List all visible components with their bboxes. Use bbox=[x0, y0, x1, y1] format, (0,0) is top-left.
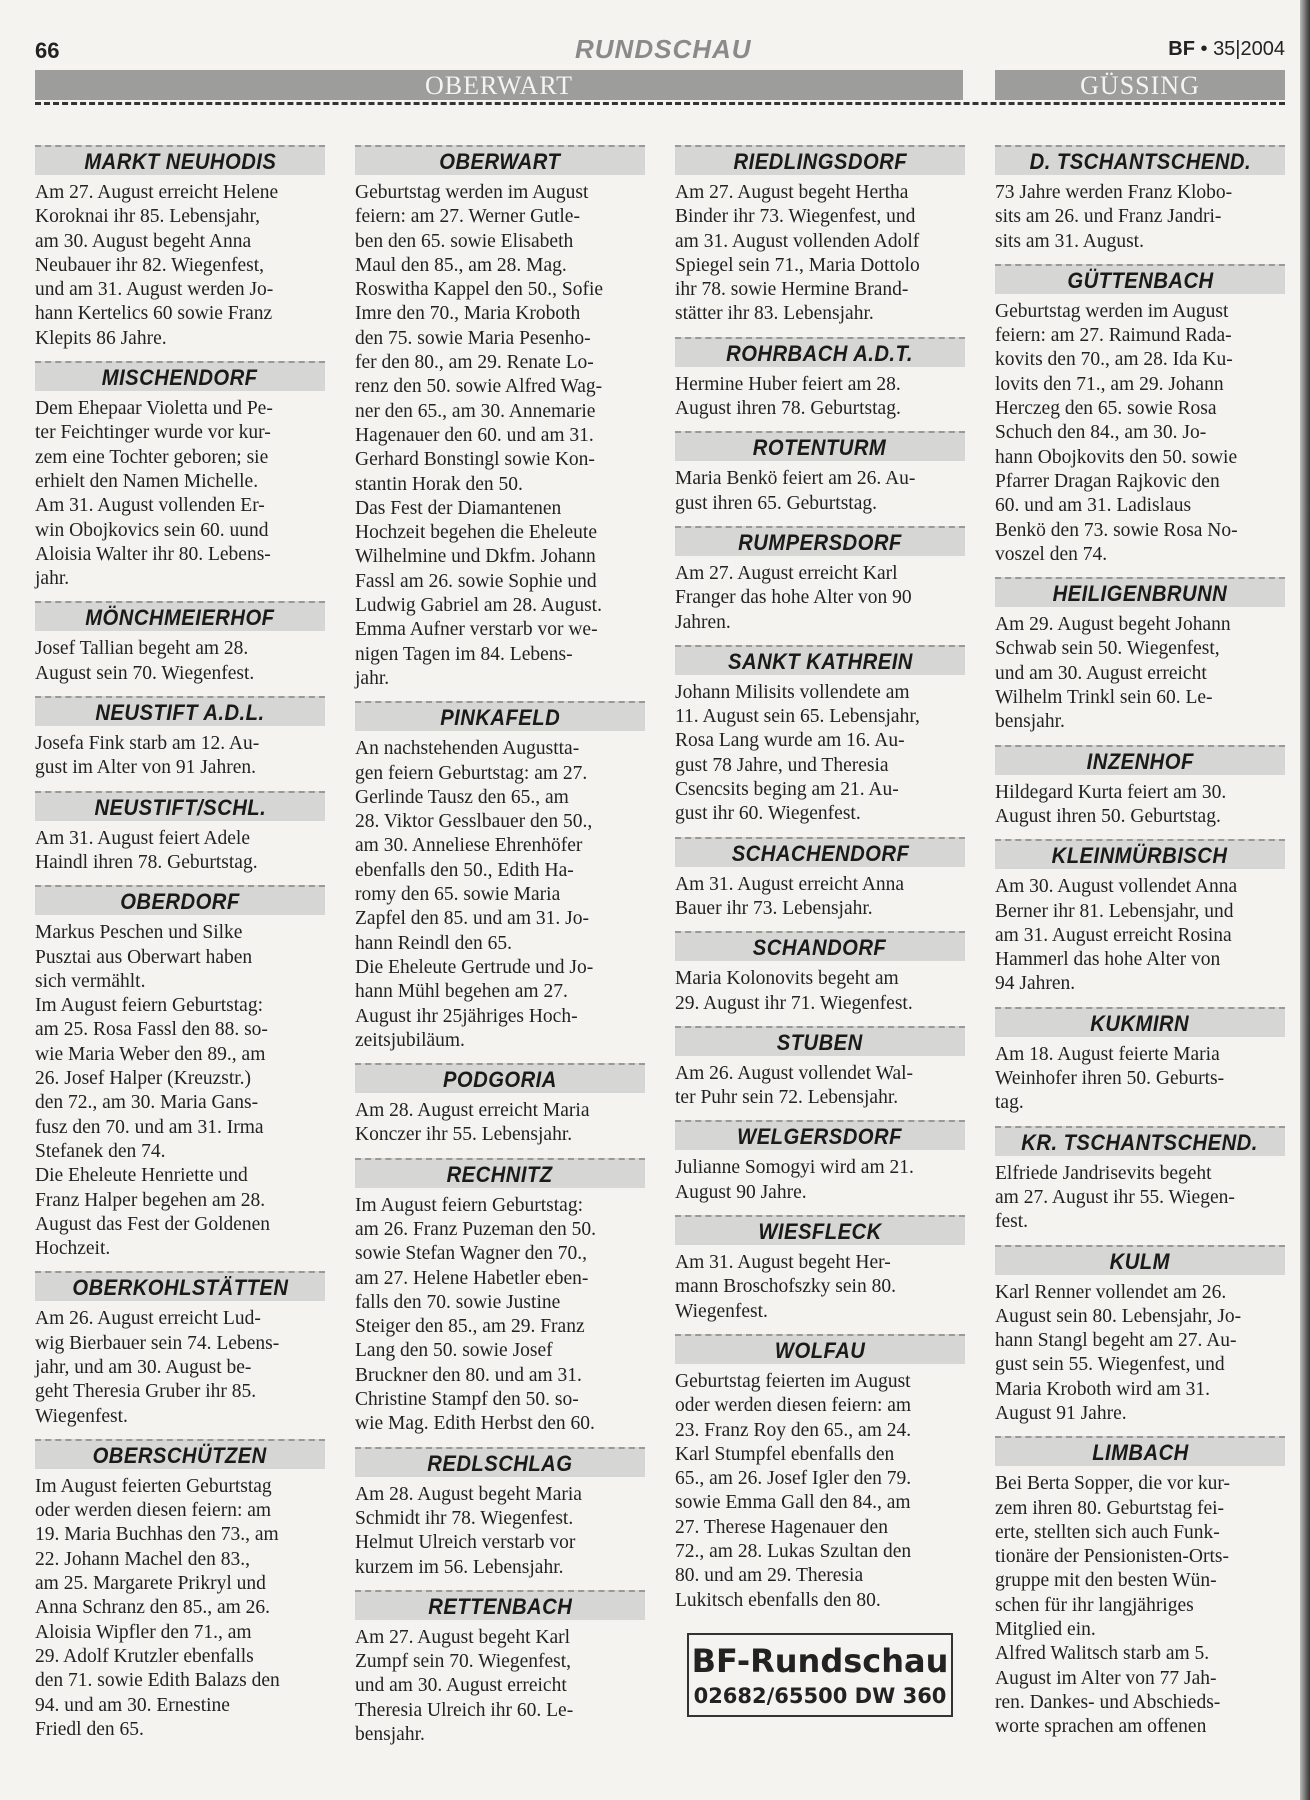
section-text: Josef Tallian begeht am 28. August sein 70. Wiegenfest. bbox=[35, 638, 255, 684]
section-heading-text: OBERWART bbox=[439, 149, 561, 174]
news-section bbox=[35, 601, 325, 686]
section-heading-text: LIMBACH bbox=[1091, 1440, 1189, 1466]
section-heading bbox=[35, 791, 325, 821]
section-text: Im August feierten Geburtstag oder werden diesen feiern: am 19. Maria Buchhas den 73., am 22. Johann Machel den 83., am 25. Margarete Prikryl und Anna Schranz den 85., am 26. Aloisia Wipfler den 71., am 29. Adolf Krutzler ebenfalls den 71. sowie Edith Balazs den 94. und am 30. Ernestine Friedl den 65. bbox=[35, 1475, 280, 1740]
section-text: Julianne Somogyi wird am 21. August 90 Jahre. bbox=[675, 1157, 914, 1203]
section-heading-text: RECHNITZ bbox=[446, 1161, 554, 1187]
section-text: Geburtstag werden im August feiern: am 27. Raimund Rada- kovits den 70., am 28. Ida Ku- lovits den 71., am 29. Johann Herczeg den 65. sowie Rosa Schuch den 84., am 30. Jo- hann Obojkovits den 50. sowie Pfarrer Dragan Rajkovic den 60. und am 31. Ladislaus Benkö den 73. sowie Rosa No- voszel den 74. bbox=[995, 300, 1238, 565]
section-heading bbox=[995, 1126, 1285, 1156]
news-section bbox=[35, 361, 325, 591]
section-heading bbox=[355, 1063, 645, 1093]
section-text: Am 26. August erreicht Lud- wig Bierbauer sein 74. Lebens- jahr, und am 30. August be- geht Theresia Gruber ihr 85. Wiegenfest. bbox=[35, 1308, 280, 1427]
news-section bbox=[355, 1447, 645, 1580]
section-text: Markus Peschen und Silke Pusztai aus Oberwart haben sich vermählt. Im August feiern Geburtstag: am 25. Rosa Fassl den 88. so- wie Maria Weber den 89., am 26. Josef Halper (Kreuzstr.) den 72., am 30. Maria Gans- fusz den 70. und am 31. Irma Stefanek den 74. Die Eheleute Henriette und Franz Halper begehen am 28. August das Fest der Goldenen Hochzeit. bbox=[35, 922, 271, 1260]
section-heading bbox=[35, 145, 325, 175]
section-text: Geburtstag werden im August feiern: am 27. Werner Gutle- ben den 65. sowie Elisabeth Maul den 85., am 28. Mag. Roswitha Kappel den 50., Sofie Imre den 70., Maria Kroboth den 75. sowie Maria Pesenho- fer den 80., am 29. Renate Lo- renz den 50. sowie Alfred Wag- ner den 65., am 30. Annemarie Hagenauer den 60. und am 31. Gerhard Bonstingl sowie Kon- stantin Horak den 50. Das Fest der Diamantenen Hochzeit begehen die Eheleute Wilhelmine und Dkfm. Johann Fassl am 26. sowie Sophie und Ludwig Gabriel am 28. August. Emma Aufner verstarb vor we- nigen Tagen im 84. Lebens- jahr. bbox=[355, 182, 604, 689]
section-text: Am 18. August feierte Maria Weinhofer ihren 50. Geburts- tag. bbox=[995, 1043, 1225, 1114]
section-heading bbox=[675, 526, 965, 556]
section-heading bbox=[35, 1439, 325, 1469]
section-heading-text: STUBEN bbox=[777, 1029, 863, 1055]
news-section bbox=[355, 145, 645, 691]
news-section bbox=[675, 1215, 965, 1324]
section-heading bbox=[675, 145, 965, 175]
section-heading bbox=[675, 431, 965, 461]
news-section bbox=[675, 1026, 965, 1111]
publication-name: BF bbox=[1168, 38, 1195, 60]
section-heading bbox=[35, 361, 325, 391]
column-1 bbox=[35, 145, 325, 1752]
section-heading bbox=[675, 1026, 965, 1056]
news-section bbox=[995, 1126, 1285, 1235]
section-text: Maria Kolonovits begeht am 29. August ihr 71. Wiegenfest. bbox=[675, 968, 913, 1014]
section-heading-text: ROTENTURM bbox=[753, 435, 887, 461]
news-section bbox=[995, 264, 1285, 567]
section-heading bbox=[675, 1120, 965, 1150]
news-section bbox=[675, 526, 965, 635]
section-heading bbox=[355, 1158, 645, 1188]
page-number: 66 bbox=[35, 38, 60, 63]
section-heading-text: RETTENBACH bbox=[427, 1593, 573, 1619]
section-heading bbox=[675, 645, 965, 675]
section-text: Bei Berta Sopper, die vor kur- zem ihren 80. Geburtstag fei- erte, stellten sich auch Funk- tionäre der Pensionisten-Orts- gruppe mit den besten Wün- schen für ihr langjähriges Mitglied ein. Alfred Walitsch starb am 5. August im Alter von 77 Jah- ren. Dankes- und Abschieds- worte sprachen am offenen bbox=[995, 1473, 1230, 1738]
news-section bbox=[995, 577, 1285, 734]
news-section bbox=[35, 696, 325, 781]
section-heading-text: HEILIGENBRUNN bbox=[1052, 581, 1228, 607]
news-section bbox=[35, 791, 325, 876]
section-text: Am 27. August erreicht Helene Koroknai ihr 85. Lebensjahr, am 30. August begeht Anna Neubauer ihr 82. Wiegenfest, und am 31. August werden Jo- hann Kertelics 60 sowie Franz Klepits 86 Jahre. bbox=[35, 182, 279, 349]
section-heading-text: OBERDORF bbox=[120, 889, 240, 915]
section-heading bbox=[355, 1447, 645, 1477]
section-text: Geburtstag feierten im August oder werden diesen feiern: am 23. Franz Roy den 65., am 24. Karl Stumpfel ebenfalls den 65., am 26. Josef Igler den 79. sowie Emma Gall den 84., am 27. Therese Hagenauer den 72., am 28. Lukas Szultan den 80. und am 29. Theresia Lukitsch ebenfalls den 80. bbox=[675, 1370, 912, 1611]
news-section bbox=[35, 1271, 325, 1428]
contact-phone: 02682/65500 DW 360 bbox=[693, 1683, 947, 1708]
section-heading bbox=[355, 701, 645, 731]
section-heading-text: KR. TSCHANTSCHEND. bbox=[1021, 1129, 1259, 1155]
news-section bbox=[355, 1063, 645, 1148]
news-section bbox=[355, 701, 645, 1053]
section-text: Hermine Huber feiert am 28. August ihren 78. Geburtstag. bbox=[675, 373, 901, 420]
section-heading-text: NEUSTIFT A.D.L. bbox=[95, 700, 265, 726]
news-section bbox=[675, 431, 965, 516]
section-heading-text: SCHANDORF bbox=[753, 935, 887, 961]
section-heading bbox=[995, 1436, 1285, 1466]
section-heading bbox=[35, 696, 325, 726]
section-heading-text: OBERSCHÜTZEN bbox=[92, 1442, 268, 1468]
section-heading bbox=[675, 837, 965, 867]
section-heading-text: INZENHOF bbox=[1086, 748, 1194, 774]
section-heading-text: WELGERSDORF bbox=[737, 1124, 903, 1150]
section-text: Am 28. August erreicht Maria Konczer ihr 55. Lebensjahr. bbox=[355, 1100, 590, 1146]
news-section bbox=[675, 837, 965, 922]
news-section bbox=[35, 885, 325, 1261]
section-text: Am 31. August begeht Her- mann Broschofszky sein 80. Wiegenfest. bbox=[675, 1252, 896, 1322]
section-heading-text: GÜTTENBACH bbox=[1066, 267, 1214, 293]
news-section bbox=[355, 1590, 645, 1747]
section-heading-text: WIESFLECK bbox=[758, 1219, 882, 1245]
section-heading bbox=[675, 931, 965, 961]
section-heading-text: NEUSTIFT/SCHL. bbox=[94, 794, 266, 820]
section-heading bbox=[995, 839, 1285, 869]
section-text: Im August feiern Geburtstag: am 26. Franz Puzeman den 50. sowie Stefan Wagner den 70., am 27. Helene Habetler eben- falls den 70. sowie Justine Steiger den 85., am 29. Franz Lang den 50. sowie Josef Bruckner den 80. und am 31. Christine Stampf den 50. so- wie Mag. Edith Herbst den 60. bbox=[355, 1194, 596, 1435]
news-section bbox=[995, 1007, 1285, 1116]
section-heading-text: MÖNCHMEIERHOF bbox=[85, 605, 275, 631]
section-heading-text: SCHACHENDORF bbox=[731, 840, 909, 866]
section-text: Elfriede Jandrisevits begeht am 27. August ihr 55. Wiegen- fest. bbox=[995, 1162, 1235, 1233]
news-section bbox=[675, 1120, 965, 1205]
section-heading bbox=[995, 745, 1285, 775]
news-section bbox=[675, 931, 965, 1016]
section-heading-text: OBERKOHLSTÄTTEN bbox=[71, 1275, 289, 1301]
news-section bbox=[995, 1436, 1285, 1739]
section-text: Am 30. August vollendet Anna Berner ihr 81. Lebensjahr, und am 31. August erreicht Rosina Hammerl das hohe Alter von 94 Jahren. bbox=[995, 876, 1238, 995]
section-text: Hildegard Kurta feiert am 30. August ihren 50. Geburtstag. bbox=[995, 781, 1227, 827]
section-text: Am 31. August feiert Adele Haindl ihren 78. Geburtstag. bbox=[35, 827, 258, 873]
section-heading-text: KLEINMÜRBISCH bbox=[1052, 843, 1228, 869]
section-heading-text: D. TSCHANTSCHEND. bbox=[1029, 149, 1251, 174]
section-heading-text: KUKMIRN bbox=[1090, 1010, 1190, 1036]
section-heading-text: KULM bbox=[1109, 1248, 1171, 1274]
section-text: Josefa Fink starb am 12. Au- gust im Alter von 91 Jahren. bbox=[35, 733, 260, 779]
section-heading-text: PINKAFELD bbox=[440, 705, 560, 731]
contact-title: BF-Rundschau bbox=[691, 1641, 949, 1680]
section-text: Karl Renner vollendet am 26. August sein 80. Lebensjahr, Jo- hann Stangl begeht am 27. Au- gust sein 55. Wiegenfest, und Maria Kroboth wird am 31. August 91 Jahre. bbox=[995, 1281, 1242, 1424]
section-heading-text: ROHRBACH A.D.T. bbox=[726, 340, 914, 366]
section-heading bbox=[35, 601, 325, 631]
section-text: Maria Benkö feiert am 26. Au- gust ihren 65. Geburtstag. bbox=[675, 468, 916, 514]
section-heading bbox=[35, 885, 325, 915]
section-text: Am 28. August begeht Maria Schmidt ihr 78. Wiegenfest. Helmut Ulreich verstarb vor kurzem im 56. Lebensjahr. bbox=[355, 1483, 582, 1578]
region-band-oberwart: OBERWART bbox=[35, 70, 963, 100]
section-text: Am 27. August begeht Karl Zumpf sein 70. Wiegenfest, und am 30. August erreicht Theresia Ulreich ihr 60. Le- bensjahr. bbox=[355, 1626, 574, 1746]
news-section bbox=[995, 745, 1285, 830]
news-section bbox=[355, 1158, 645, 1437]
column-4 bbox=[995, 145, 1285, 1750]
section-text: Am 27. August erreicht Karl Franger das hohe Alter von 90 Jahren. bbox=[675, 562, 912, 633]
section-text: Am 26. August vollendet Wal- ter Puhr sein 72. Lebensjahr. bbox=[675, 1062, 914, 1109]
column-2 bbox=[355, 145, 645, 1757]
section-text: Am 27. August begeht Hertha Binder ihr 73. Wiegenfest, und am 31. August vollenden Adolf Spiegel sein 71., Maria Dottolo ihr 78. sowie Hermine Brand- stätter ihr 83. Lebensjahr. bbox=[675, 182, 920, 325]
issue-number: 35|2004 bbox=[1213, 38, 1285, 60]
section-text: An nachstehenden Augustta- gen feiern Geburtstag: am 27. Gerlinde Tausz den 65., am 28. Viktor Gesslbauer den 50., am 30. Anneliese Ehrenhöfer ebenfalls den 50., Edith Ha- romy den 65. sowie Maria Zapfel den 85. und am 31. Jo- hann Reindl den 65. Die Eheleute Gertrude und Jo- hann Mühl begehen am 27. August ihr 25jähriges Hoch- zeitsjubiläum. bbox=[355, 738, 594, 1051]
section-text: Dem Ehepaar Violetta und Pe- ter Feichtinger wurde vor kur- zem eine Tochter geboren; sie erhielt den Namen Michelle. Am 31. August vollenden Er- win Obojkovics sein 60. uund Aloisia Walter ihr 80. Lebens- jahr. bbox=[35, 398, 273, 590]
page-edge bbox=[1300, 0, 1310, 1800]
region-band-guessing: GÜSSING bbox=[995, 70, 1285, 100]
section-heading bbox=[675, 1215, 965, 1245]
section-heading bbox=[995, 264, 1285, 294]
section-heading bbox=[995, 145, 1285, 175]
section-heading-text: WOLFAU bbox=[774, 1337, 866, 1363]
news-section bbox=[35, 145, 325, 351]
section-heading bbox=[675, 1334, 965, 1364]
section-heading bbox=[995, 577, 1285, 607]
news-section bbox=[995, 145, 1285, 254]
section-heading-text: RUMPERSDORF bbox=[738, 529, 902, 555]
section-heading-text: REDLSCHLAG bbox=[427, 1450, 573, 1476]
issue-info bbox=[1168, 38, 1285, 61]
news-section bbox=[995, 1245, 1285, 1427]
contact-box bbox=[687, 1633, 953, 1717]
section-heading-text: MARKT NEUHODIS bbox=[84, 149, 276, 174]
section-heading bbox=[995, 1007, 1285, 1037]
news-section bbox=[675, 1334, 965, 1613]
section-heading-text: SANKT KATHREIN bbox=[727, 648, 913, 674]
section-text: Johann Milisits vollendete am 11. August sein 65. Lebensjahr, Rosa Lang wurde am 16. Au- gust 78 Jahre, und Theresia Csencsits beging am 21. Au- gust ihr 60. Wiegenfest. bbox=[675, 681, 920, 825]
section-text: Am 31. August erreicht Anna Bauer ihr 73. Lebensjahr. bbox=[675, 873, 905, 919]
section-heading-text: RIEDLINGSDORF bbox=[733, 149, 907, 174]
news-section bbox=[995, 839, 1285, 996]
section-heading bbox=[995, 1245, 1285, 1275]
section-heading bbox=[355, 1590, 645, 1620]
header-divider bbox=[35, 102, 1285, 105]
news-section bbox=[35, 1439, 325, 1742]
section-heading bbox=[355, 145, 645, 175]
section-text: 73 Jahre werden Franz Klobo- sits am 26. und Franz Jandri- sits am 31. August. bbox=[995, 182, 1233, 252]
section-heading bbox=[675, 337, 965, 367]
news-section bbox=[675, 337, 965, 422]
section-heading-text: MISCHENDORF bbox=[102, 365, 258, 391]
news-section bbox=[675, 145, 965, 327]
column-3 bbox=[675, 145, 965, 1717]
separator: • bbox=[1200, 38, 1208, 60]
section-heading bbox=[35, 1271, 325, 1301]
masthead: RUNDSCHAU bbox=[575, 34, 752, 64]
page-header bbox=[35, 34, 1285, 66]
news-section bbox=[675, 645, 965, 827]
section-text: Am 29. August begeht Johann Schwab sein 50. Wiegenfest, und am 30. August erreicht Wilhelm Trinkl sein 60. Le- bensjahr. bbox=[995, 614, 1231, 733]
section-heading-text: PODGORIA bbox=[443, 1067, 557, 1093]
